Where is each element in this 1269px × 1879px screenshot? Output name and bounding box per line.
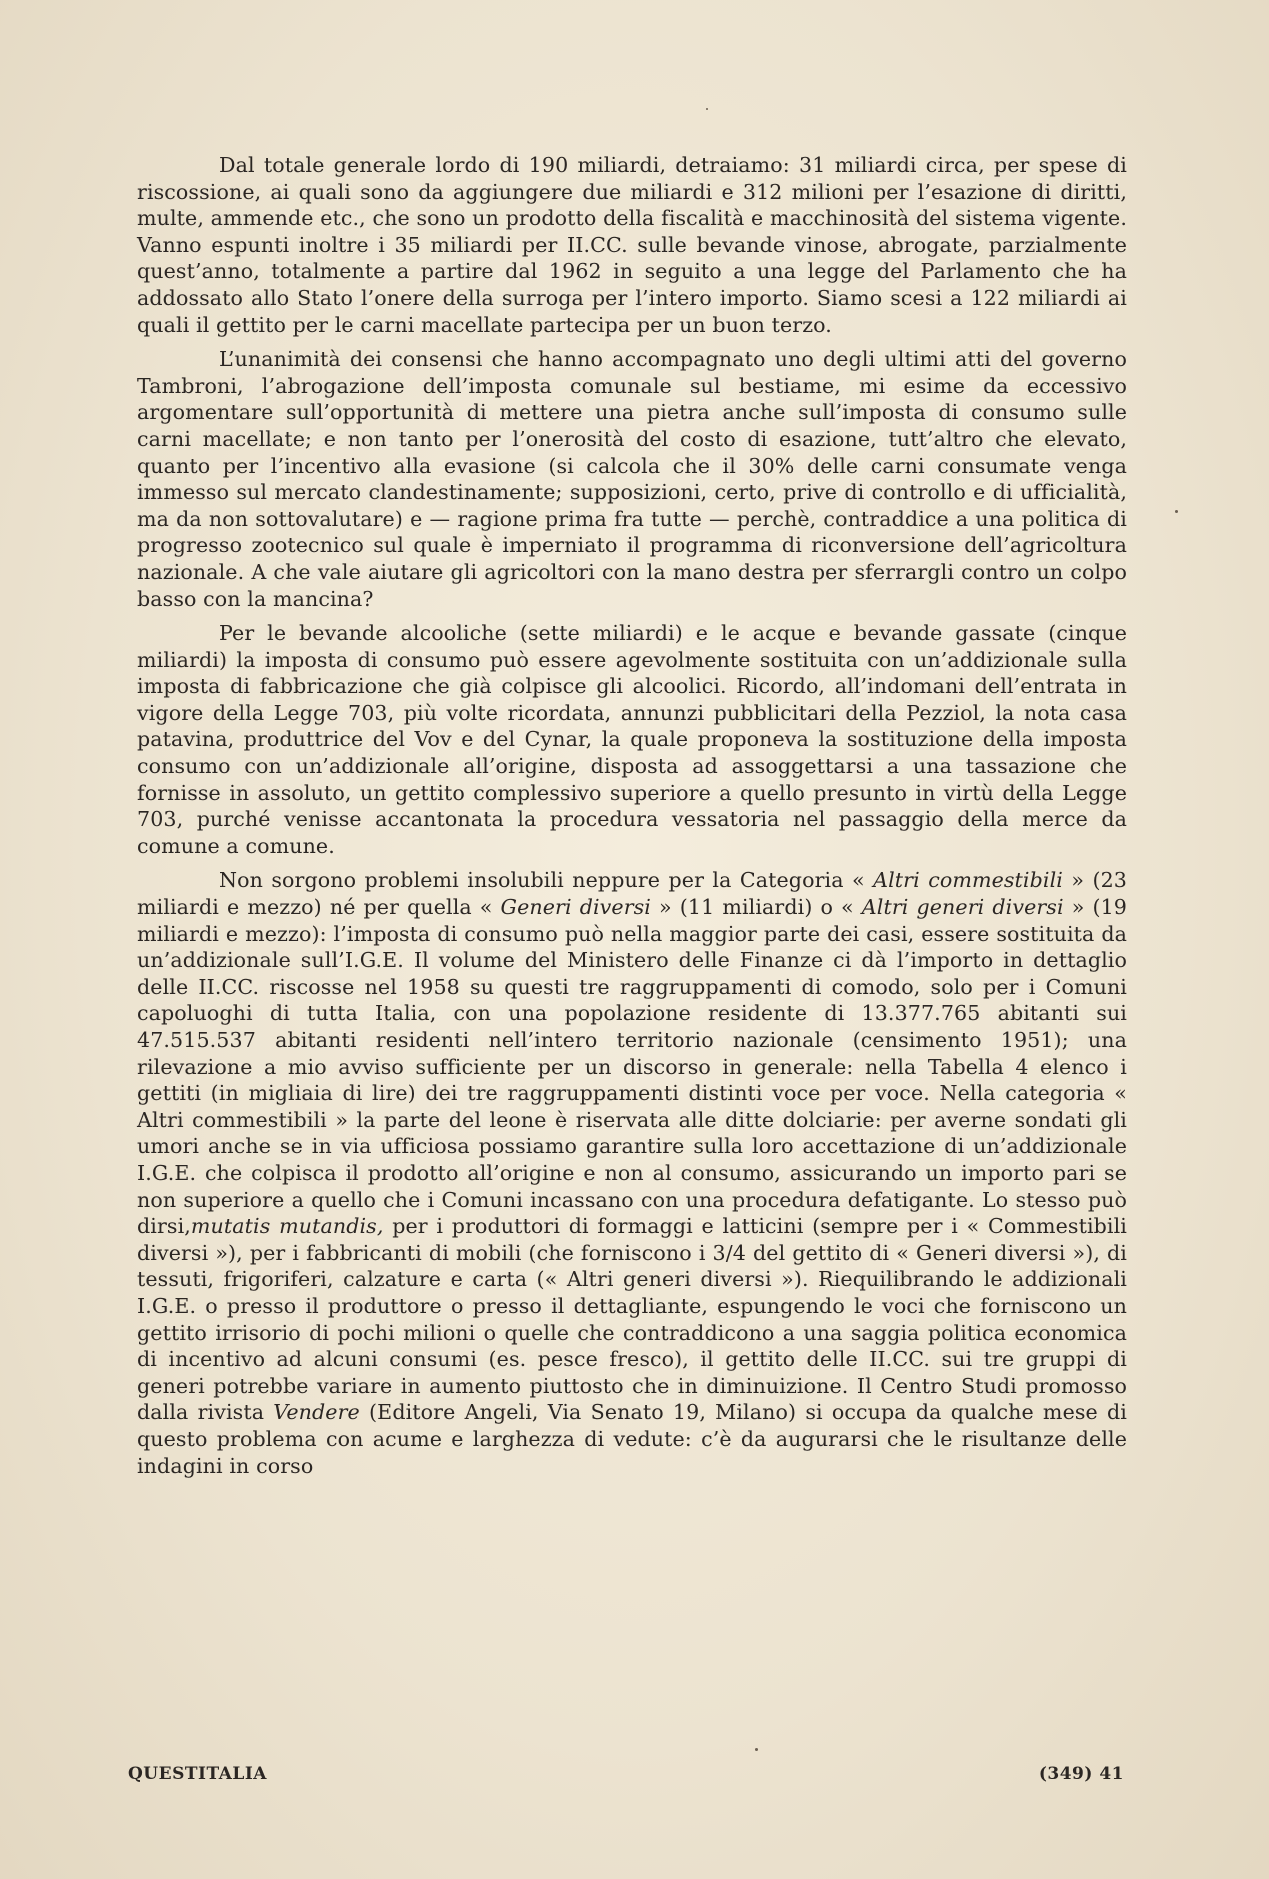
paragraph-text: Per le bevande alcooliche (sette miliardi) e le acque e bevande gassate (cinque miliardi) la imposta di consumo può essere agevolmente sostituita con un’addizionale sulla imposta di fabbricazione che già colpisce gli alcoolici. Ricordo, all’indomani dell’entrata in vigore della Legge 703, più volte ricordata, annunzi pubblicitari della Pezziol, la nota casa patavina, produttrice del Vov e del Cynar, la quale proponeva la sostituzione della imposta consumo con un’addizionale all’origine, disposta ad assoggettarsi a una tassazione che fornisse in assoluto, un gettito complessivo superiore a quello presunto in virtù della Legge 703, purché venisse accantonata la procedura vessatoria nel passaggio della merce da comune a comune. bbox=[137, 621, 1127, 858]
paragraph-text: » (11 miliardi) o « bbox=[651, 895, 862, 920]
italic-text: Altri generi diversi bbox=[861, 895, 1064, 920]
paragraph-2 bbox=[137, 346, 1127, 612]
page-number: (349) 41 bbox=[1038, 1764, 1124, 1784]
paper-speck bbox=[755, 1748, 758, 1751]
paper-speck bbox=[706, 108, 708, 110]
italic-text: Generi diversi bbox=[500, 895, 651, 920]
paragraph-text: Non sorgono problemi insolubili neppure per la Categoria « bbox=[219, 868, 874, 893]
paragraph-text: » (23 miliardi e mezzo) né per quella « bbox=[137, 868, 1128, 920]
italic-text: Altri commestibili bbox=[873, 868, 1063, 893]
paragraph-4 bbox=[137, 867, 1127, 1479]
paper-speck bbox=[1175, 510, 1178, 513]
journal-name: QUESTITALIA bbox=[128, 1764, 267, 1784]
italic-text: Vendere bbox=[273, 1400, 360, 1425]
article-body bbox=[137, 152, 1127, 1487]
paragraph-3 bbox=[137, 620, 1127, 859]
paragraph-text: » (19 miliardi e mezzo): l’imposta di consumo può nella maggior parte dei casi, essere sostituita da un’addizionale sull’I.G.E. Il volume del Ministero delle Finanze ci dà l’importo in dettaglio delle II.CC. riscosse nel 1958 su questi tre raggruppamenti di comodo, solo per i Comuni capoluoghi di tutta Italia, con una popolazione residente di 13.377.765 abitanti sui 47.515.537 abitanti residenti nell’intero territorio nazionale (censimento 1951); una rilevazione a mio avviso sufficiente per un discorso in generale: nella Tabella 4 elenco i gettiti (in migliaia di lire) dei tre raggruppamenti distinti voce per voce. Nella categoria « Altri commestibili » la parte del leone è riservata alle ditte dolciarie: per averne sondati gli umori anche se in via ufficiosa possiamo garantire sulla loro accettazione di un’addizionale I.G.E. che colpisca il prodotto all’origine e non al consumo, assicurando un importo pari se non superiore a quello che i Comuni incassano con una procedura defatigante. Lo stesso può dirsi, bbox=[137, 895, 1127, 1239]
paragraph-text: Dal totale generale lordo di 190 miliardi, detraiamo: 31 miliardi circa, per spese di riscossione, ai quali sono da aggiungere due miliardi e 312 milioni per l’esazione di diritti, multe, ammende etc., che sono un prodotto della fiscalità e macchinosità del sistema vigente. Vanno espunti inoltre i 35 miliardi per II.CC. sulle bevande vinose, abrogate, parzialmente quest’anno, totalmente a partire dal 1962 in seguito a una legge del Parlamento che ha addossato allo Stato l’onere della surroga per l’intero importo. Siamo scesi a 122 miliardi ai quali il gettito per le carni macellate partecipa per un buon terzo. bbox=[137, 153, 1127, 337]
paragraph-text: per i produttori di formaggi e latticini (sempre per i « Commestibili diversi »), per i fabbricanti di mobili (che forniscono i 3/4 del gettito di « Generi diversi »), di tessuti, frigoriferi, calzature e carta (« Altri generi diversi »). Riequilibrando le addizionali I.G.E. o presso il produttore o presso il dettagliante, espungendo le voci che forniscono un gettito irrisorio di pochi milioni o quelle che contraddicono a una saggia politica economica di incentivo ad alcuni consumi (es. pesce fresco), il gettito delle II.CC. sui tre gruppi di generi potrebbe variare in aumento piuttosto che in diminuizione. Il Centro Studi promosso dalla rivista bbox=[137, 1214, 1127, 1425]
paragraph-text: (Editore Angeli, Via Senato 19, Milano) si occupa da qualche mese di questo problema con acume e larghezza di vedute: c’è da augurarsi che le risultanze delle indagini in corso bbox=[137, 1400, 1127, 1478]
paragraph-text: L’unanimità dei consensi che hanno accompagnato uno degli ultimi atti del governo Tambroni, l’abrogazione dell’imposta comunale sul bestiame, mi esime da eccessivo argomentare sull’opportunità di mettere una pietra anche sull’imposta di consumo sulle carni macellate; e non tanto per l’onerosità del costo di esazione, tutt’altro che elevato, quanto per l’incentivo alla evasione (si calcola che il 30% delle carni consumate venga immesso sul mercato clandestinamente; supposizioni, certo, prive di controllo e di ufficialità, ma da non sottovalutare) e — ragione prima fra tutte — perchè, contraddice a una politica di progresso zootecnico sul quale è imperniato il programma di riconversione dell’agricoltura nazionale. A che vale aiutare gli agricoltori con la mano destra per sferrargli contro un colpo basso con la mancina? bbox=[137, 347, 1127, 611]
paragraph-1 bbox=[137, 152, 1127, 338]
italic-text: mutatis mutandis, bbox=[190, 1214, 384, 1239]
